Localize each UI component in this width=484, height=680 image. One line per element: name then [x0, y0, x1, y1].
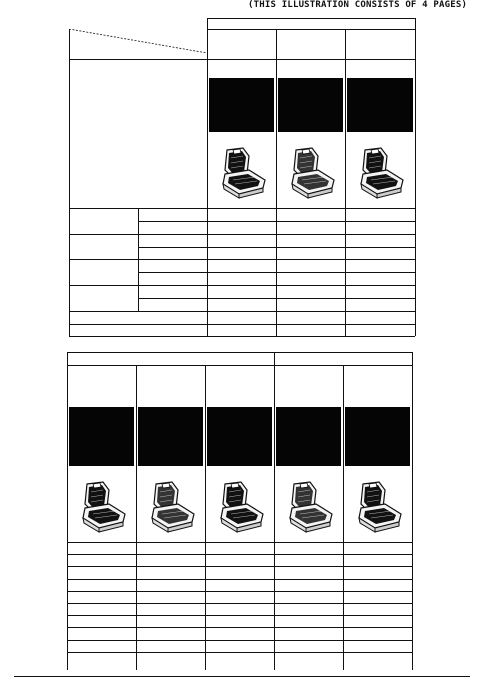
header-top-line	[67, 352, 412, 353]
col-divider	[205, 365, 206, 670]
row-line	[69, 311, 415, 312]
row-line	[67, 566, 412, 567]
table-left-edge	[69, 29, 70, 336]
row-line	[69, 336, 415, 337]
row-line	[69, 259, 415, 260]
row-line	[67, 627, 412, 628]
seat-illustration	[349, 478, 407, 540]
seat-illustration	[73, 478, 131, 540]
table-right-edge	[415, 18, 416, 336]
row-line	[67, 554, 412, 555]
row-line	[69, 324, 415, 325]
fabric-swatch	[278, 78, 343, 132]
seat-illustration	[142, 478, 200, 540]
row-line	[67, 603, 412, 604]
row-line	[67, 579, 412, 580]
seat-illustration	[351, 144, 409, 206]
col-divider	[136, 365, 137, 670]
group-header-line	[207, 29, 415, 30]
row-line	[69, 285, 415, 286]
fabric-swatch	[276, 407, 341, 466]
group-divider	[274, 352, 275, 670]
header-diagonal	[69, 29, 209, 61]
page-count-note: (THIS ILLUSTRATION CONSISTS OF 4 PAGES)	[248, 0, 468, 10]
row-line	[67, 652, 412, 653]
fabric-swatch	[69, 407, 134, 466]
trim-bottom-line	[69, 208, 415, 209]
seat-illustration	[213, 144, 271, 206]
fabric-swatch	[138, 407, 203, 466]
page-bottom-rule	[14, 676, 470, 677]
row-line	[67, 615, 412, 616]
seat-illustration	[282, 144, 340, 206]
col-divider	[343, 365, 344, 670]
row-line	[69, 234, 415, 235]
fabric-swatch	[207, 407, 272, 466]
sub-col-divider	[138, 208, 139, 311]
col-divider	[276, 29, 277, 336]
row-line	[67, 591, 412, 592]
header-top-line	[207, 18, 415, 19]
fabric-swatch	[209, 78, 274, 132]
fabric-swatch	[345, 407, 410, 466]
trim-bottom-line	[67, 542, 412, 543]
col-divider	[345, 29, 346, 336]
seat-illustration	[280, 478, 338, 540]
group-header-line	[67, 365, 412, 366]
table-right-edge	[412, 352, 413, 670]
table-left-edge	[67, 352, 68, 670]
row-line	[67, 640, 412, 641]
col-divider	[207, 18, 208, 336]
fabric-swatch	[347, 78, 413, 132]
seat-illustration	[211, 478, 269, 540]
